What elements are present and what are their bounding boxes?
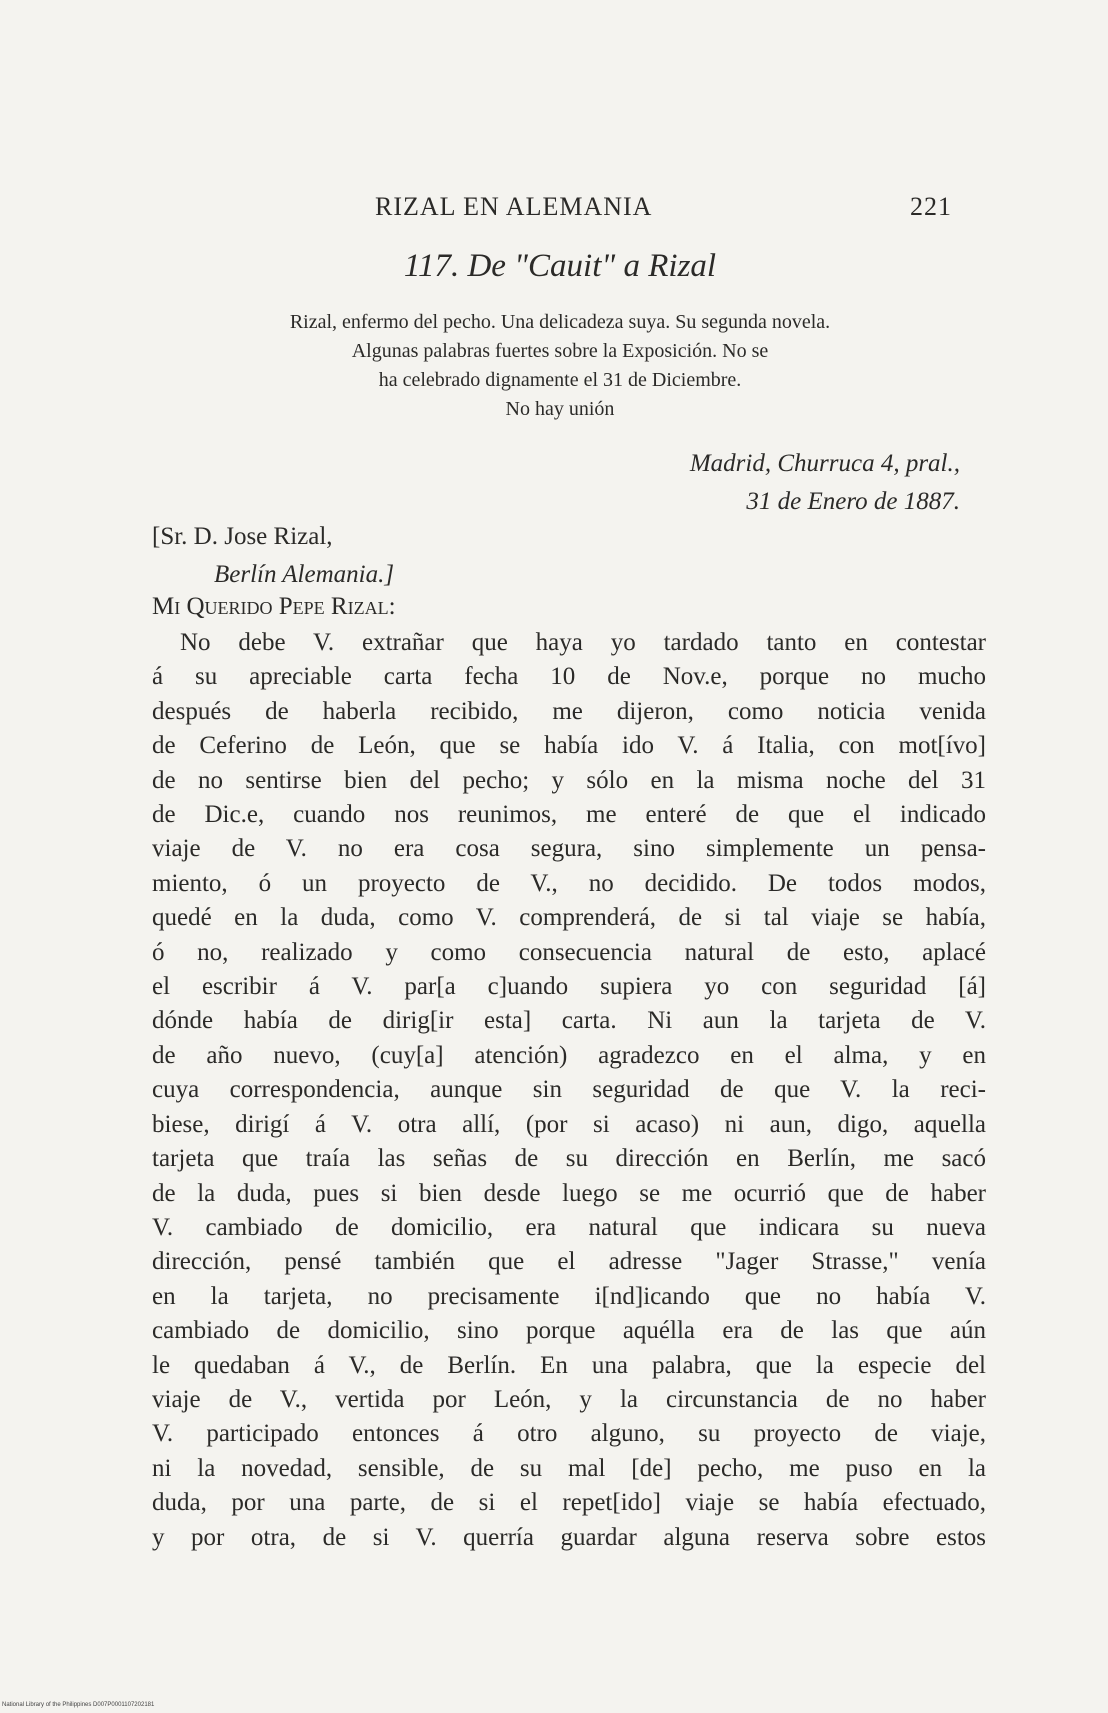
summary-line: No hay unión bbox=[505, 398, 615, 420]
addressee-name: [Sr. D. Jose Rizal, bbox=[152, 523, 333, 550]
body-line: le quedaban á V., de Berlín. En una palabra, que la especie del bbox=[152, 1351, 986, 1379]
body-line: viaje de V. no era cosa segura, sino simplemente un pensa- bbox=[152, 835, 986, 863]
running-title: RIZAL EN ALEMANIA bbox=[375, 192, 653, 221]
body-line: quedé en la duda, como V. comprenderá, de si tal viaje se había, bbox=[152, 904, 986, 932]
summary-line: Algunas palabras fuertes sobre la Exposición. No se bbox=[351, 340, 769, 362]
body-line: de la duda, pues si bien desde luego se me ocurrió que de haber bbox=[152, 1179, 986, 1207]
summary-line: Rizal, enfermo del pecho. Una delicadeza suya. Su segunda novela. bbox=[289, 311, 831, 333]
body-line: de no sentirse bien del pecho; y sólo en la misma noche del 31 bbox=[152, 766, 986, 794]
summary-line: ha celebrado dignamente el 31 de Diciembre. bbox=[378, 369, 742, 391]
letter-summary bbox=[130, 308, 990, 424]
body-line: viaje de V., vertida por León, y la circunstancia de no haber bbox=[152, 1385, 986, 1413]
body-line: V. participado entonces á otro alguno, su proyecto de viaje, bbox=[152, 1420, 986, 1448]
scan-footer: National Library of the Philippines D007P0001107202181 bbox=[2, 1702, 155, 1708]
body-line: miento, ó un proyecto de V., no decidido. De todos modos, bbox=[152, 869, 986, 897]
body-line: cuya correspondencia, aunque sin seguridad de que V. la reci- bbox=[152, 1076, 986, 1104]
body-line: ó no, realizado y como consecuencia natural de esto, aplacé bbox=[152, 938, 986, 966]
body-line: y por otra, de si V. querría guardar alguna reserva sobre estos bbox=[152, 1523, 986, 1551]
dateline-place: Madrid, Churruca 4, pral., bbox=[689, 450, 960, 477]
body-line: á su apreciable carta fecha 10 de Nov.e, porque no mucho bbox=[152, 663, 986, 691]
body-line: dirección, pensé también que el adresse "Jager Strasse," venía bbox=[152, 1248, 986, 1276]
body-line: el escribir á V. par[a c]uando supiera yo con seguridad [á] bbox=[152, 973, 986, 1001]
body-line: dónde había de dirig[ir esta] carta. Ni aun la tarjeta de V. bbox=[152, 1007, 986, 1035]
body-line: tarjeta que traía las señas de su dirección en Berlín, me sacó bbox=[152, 1145, 986, 1173]
letter-body bbox=[152, 626, 986, 1555]
page-number: 221 bbox=[910, 192, 952, 221]
body-line: cambiado de domicilio, sino porque aquélla era de las que aún bbox=[152, 1317, 986, 1345]
dateline-date: 31 de Enero de 1887. bbox=[746, 488, 960, 515]
body-line: en la tarjeta, no precisamente i[nd]icando que no había V. bbox=[152, 1282, 986, 1310]
body-line: ni la novedad, sensible, de su mal [de] pecho, me puso en la bbox=[152, 1454, 986, 1482]
addressee bbox=[152, 518, 394, 594]
dateline bbox=[690, 445, 960, 521]
running-head bbox=[160, 188, 960, 228]
body-line: biese, dirigí á V. otra allí, (por si acaso) ni aun, digo, aquella bbox=[152, 1110, 986, 1138]
body-line: después de haberla recibido, me dijeron, como noticia venida bbox=[152, 697, 986, 725]
body-line: de Dic.e, cuando nos reunimos, me enteré de que el indicado bbox=[152, 801, 986, 829]
addressee-location: Berlín Alemania.] bbox=[214, 561, 395, 588]
body-line: duda, por una parte, de si el repet[ido] viaje se había efectuado, bbox=[152, 1489, 986, 1517]
body-line: de año nuevo, (cuy[a] atención) agradezco en el alma, y en bbox=[152, 1041, 986, 1069]
body-line: de Ceferino de León, que se había ido V. á Italia, con mot[ívo] bbox=[152, 732, 986, 760]
letter-title: 117. De "Cauit" a Rizal bbox=[403, 248, 717, 284]
salutation: Mi Querido Pepe Rizal: bbox=[152, 593, 396, 620]
body-line: No debe V. extrañar que haya yo tardado tanto en contestar bbox=[180, 629, 986, 656]
body-line: V. cambiado de domicilio, era natural que indicara su nueva bbox=[152, 1213, 986, 1241]
